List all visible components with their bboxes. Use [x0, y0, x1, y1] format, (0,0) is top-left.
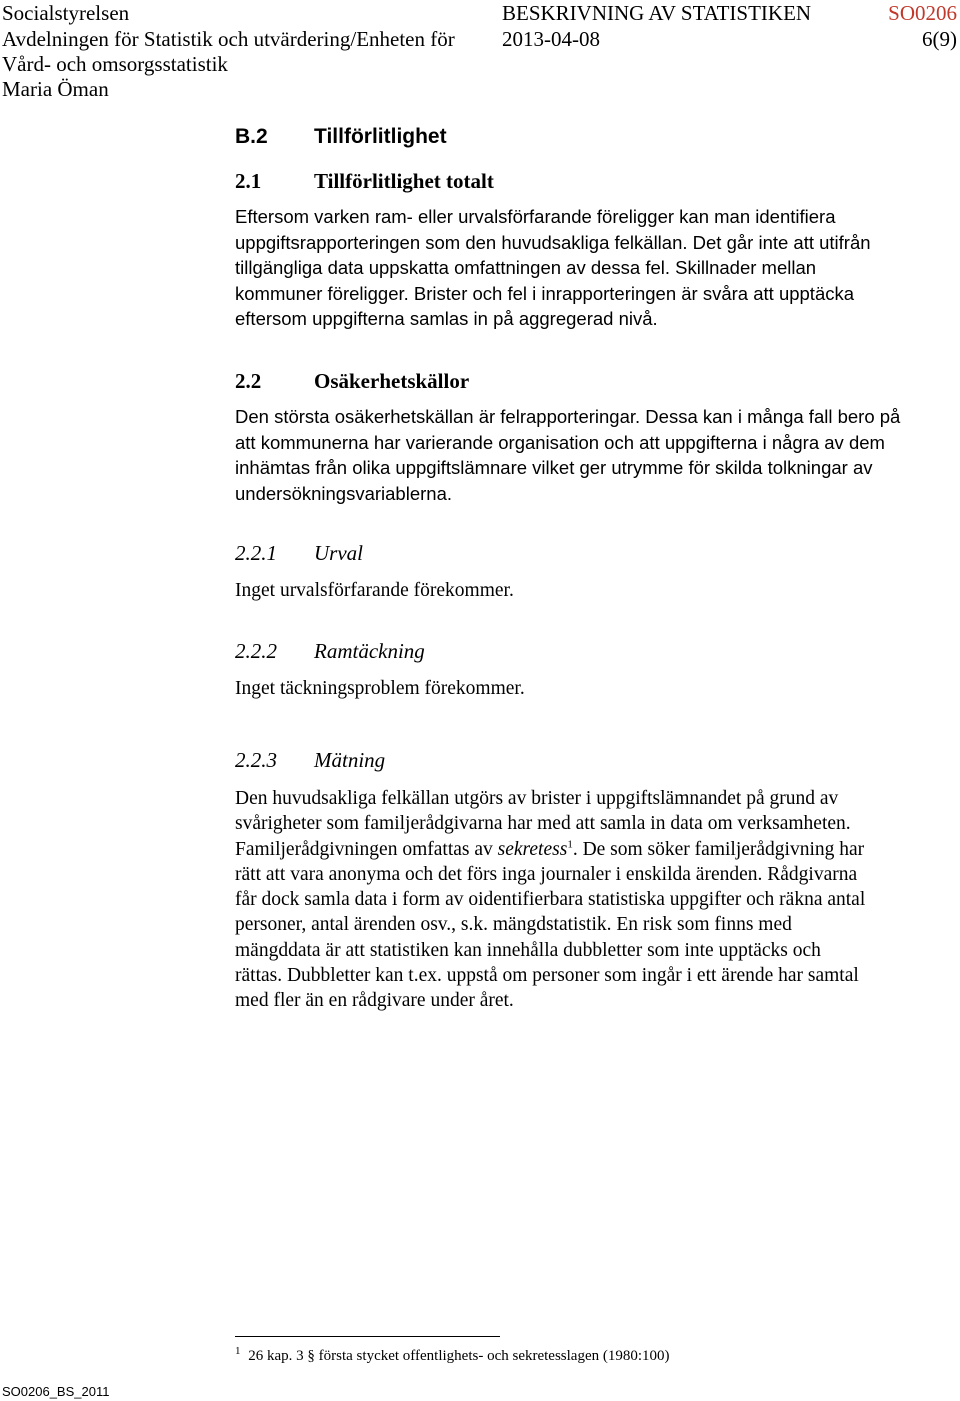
dept-line-1: Avdelningen för Statistik och utvärdering/Enheten för: [2, 27, 455, 51]
doc-date: 2013-04-08: [502, 27, 600, 51]
paragraph-line: att kommunerna har varierande organisation och att uppgifterna i några av dem: [235, 431, 885, 453]
paragraph-line: inhämtas från olika uppgiftslämnare vilket ger utrymme för skilda tolkningar av: [235, 457, 873, 478]
footnote-marker: 1: [235, 1345, 241, 1357]
section-2-2-1-text: Inget urvalsförfarande förekommer.: [235, 580, 514, 601]
section-2-1-number: 2.1: [235, 169, 262, 193]
section-2-2-body: [235, 404, 953, 506]
paragraph-line: mängddata är att statistiken kan innehålla dubbletter som inte upptäcks och: [235, 939, 821, 961]
section-b2-title: Tillförlitlighet: [314, 125, 447, 148]
section-2-2-2-text: Inget täckningsproblem förekommer.: [235, 678, 525, 699]
section-2-1-body: [235, 204, 953, 332]
paragraph-line: Eftersom varken ram- eller urvalsförfarande föreligger kan man identifiera: [235, 206, 836, 227]
section-b2-number: B.2: [235, 125, 268, 148]
section-2-2-1-title: Urval: [314, 541, 363, 565]
paragraph-line-with-footnote: [235, 837, 953, 862]
paragraph-line: undersökningsvariablerna.: [235, 482, 452, 504]
paragraph-line: rättas. Dubbletter kan t.ex. uppstå om personer som ingår i ett ärende har samtal: [235, 965, 859, 987]
paragraph-line: uppgiftsrapporteringen som den huvudsakliga felkällan. Det går inte att utifrån: [235, 231, 871, 253]
paragraph-line: personer, antal ärenden osv., s.k. mängdstatistik. En risk som finns med: [235, 914, 792, 936]
doc-type: BESKRIVNING AV STATISTIKEN: [502, 1, 812, 25]
section-2-2-title: Osäkerhetskällor: [314, 369, 470, 393]
paragraph-line: tillgängliga data uppskatta omfattningen av dessa fel. Skillnader mellan: [235, 257, 817, 278]
footer-doc-id: SO0206_BS_2011: [2, 1384, 110, 1399]
footnote: [235, 1345, 670, 1365]
paragraph-line: eftersom uppgifterna samlas in på aggregerad nivå.: [235, 308, 658, 329]
section-2-2-3-number: 2.2.3: [235, 748, 277, 772]
doc-code: SO0206: [888, 1, 957, 25]
org-name: Socialstyrelsen: [2, 1, 130, 25]
text-run: Familjerådgivningen omfattas av: [235, 838, 498, 860]
footnote-divider: [235, 1336, 500, 1337]
paragraph-line: rätt att vara anonyma och det förs inga journaler i enskilda ärenden. Rådgivarna: [235, 863, 858, 885]
text-run: . De som söker familjerådgivning har: [572, 838, 865, 860]
paragraph-line: kommuner föreligger. Brister och fel i inrapporteringen är svåra att upptäcka: [235, 282, 855, 304]
paragraph-line: Den största osäkerhetskällan är felrapporteringar. Dessa kan i många fall bero på: [235, 406, 901, 427]
section-2-1-title: Tillförlitlighet totalt: [314, 169, 494, 193]
footnote-text: 26 kap. 3 § första stycket offentlighets- och sekretesslagen (1980:100): [248, 1348, 670, 1364]
section-2-2-2-title: Ramtäckning: [314, 639, 425, 663]
paragraph-line: får dock samla data i form av oidentifierbara statistiska uppgifter och räkna antal: [235, 889, 866, 911]
page-number: 6(9): [922, 27, 957, 51]
paragraph-line: Den huvudsakliga felkällan utgörs av brister i uppgiftslämnandet på grund av: [235, 788, 839, 809]
section-2-2-3-body: [235, 786, 953, 1014]
paragraph-line: svårigheter som familjerådgivarna har med att samla in data om verksamheten.: [235, 813, 851, 835]
section-2-2-2-number: 2.2.2: [235, 639, 277, 663]
paragraph-line: med fler än en rådgivare under året.: [235, 990, 514, 1012]
footnote-reference[interactable]: 1: [567, 838, 573, 851]
dept-line-2: Vård- och omsorgsstatistik: [2, 52, 228, 76]
author-name: Maria Öman: [2, 77, 109, 101]
section-2-2-1-number: 2.2.1: [235, 541, 277, 565]
section-2-2-number: 2.2: [235, 369, 262, 393]
italic-term: sekretess: [497, 838, 568, 860]
section-2-2-3-title: Mätning: [314, 748, 386, 772]
